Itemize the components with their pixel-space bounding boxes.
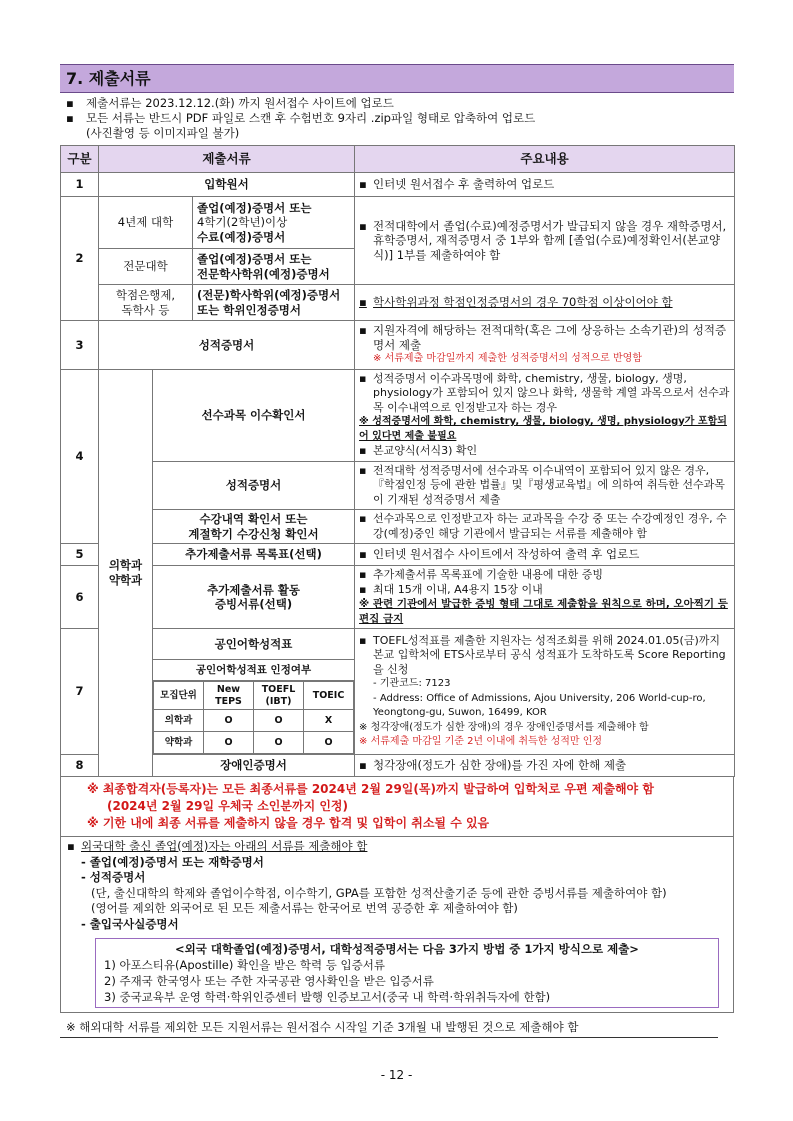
notice-and-foreign [60,777,734,1013]
table-row: 2 4년제 대학 졸업(예정)증명서 또는 4학기(2학년)이상 수료(예정)증명서 ▪ 전적대학에서 졸업(수료)예정증명서가 발급되지 않을 경우 재학증명서, 휴학증명서, 재적증명서 중 1부와 함께 [졸업(수료)예정확인서(본교양식)] 1부를 제출하여야 함 [61,197,735,249]
footnote: ※ 해외대학 서류를 제외한 모든 지원서류는 원서접수 시작일 기준 3개월 내 발행된 것으로 제출해야 함 [60,1019,718,1038]
table-row: 수강내역 확인서 또는 계절학기 수강신청 확인서 ▪ 선수과목으로 인정받고자 하는 교과목을 수강 중 또는 수강예정인 경우, 수강(예정)중인 해당 기관에서 발급되는 서류를 제출해야 함 [61,510,735,544]
table-row: 8 장애인증명서 ▪ 청각장애(정도가 심한 장애)를 가진 자에 한해 제출 [61,755,735,777]
intro-item: ▪ 제출서류는 2023.12.12.(화) 까지 원서접수 사이트에 업로드 [66,96,394,110]
table-row: 성적증명서 ▪ 전적대학 성적증명서에 선수과목 이수내역이 포함되어 있지 않은 경우,『학점인정 등에 관한 법률』및『평생교육법』에 의하여 취득한 선수과목이 기재된 성적증명서 제출 [61,461,735,510]
language-score-table: 모집단위 New TEPS TOEFL (IBT) TOEIC 의학과 O O X 약학과 O O O [153,681,354,754]
intro-list [66,96,734,141]
table-row: 7 공인어학성적표 공인어학성적표 인정여부 모집단위 New TEPS TOEFL (IBT) TOEIC 의학과 O O X 약학과 O O O ▪ TOEFL성적표를 제출한 지원자는 성적조회를 위해 2024.01.05(금)까지 본교 입학처에 ETS사로부터 공식 성적표가 도착하도록 Score Reporting을 신청 - 기관코드: 7123 - Address: Office of Admissions, Ajou University, 206 World-cup-ro, Yeongtong-gu, Suwon, 16499, KOR ※ 청각장애(정도가 심한 장애)의 경우 장애인증명서를 제출해야 함 ※ 서류제출 마감일 기준 2년 이내에 취득한 성적만 인정 [61,629,735,755]
table-row: 6 추가제출서류 활동 증빙서류(선택) ▪ 추가제출서류 목록표에 기술한 내용에 대한 증빙 ▪ 최대 15개 이내, A4용지 15장 이내 ※ 관련 기관에서 발급한 증빙 형태 그대로 제출함을 원칙으로 하며, 오아찍기 등 편집 금지 [61,566,735,629]
header-category: 구분 [61,146,99,173]
page-content [60,64,734,1038]
header-content: 주요내용 [355,146,735,173]
intro-item: ▪ 모든 서류는 반드시 PDF 파일로 스캔 후 수험번호 9자리 .zip파일 형태로 압축하여 업로드 [66,111,536,125]
documents-table [60,145,735,777]
intro-item: (사진촬영 등 이미지파일 불가) [86,126,240,140]
submission-method-box: <외국 대학졸업(예정)증명서, 대학성적증명서는 다음 3가지 방법 중 1가지 방식으로 제출> 1) 아포스티유(Apostille) 확인을 받은 학력 등 입증서류 2) 주재국 한국영사 또는 주한 자국공관 영사확인을 받은 입증서류 3) 중국교육부 운영 학력·학위인증센터 발행 인증보고서(중국 내 학력·학위취득자에 한함) [95,938,719,1008]
page-number: - 12 - [380,1068,413,1082]
table-row: 3 성적증명서 ▪ 지원자격에 해당하는 전적대학(혹은 그에 상응하는 소속기관)의 성적증명서 제출 ※ 서류제출 마감일까지 제출한 성적증명서의 성적으로 반영함 [61,321,735,370]
header-documents: 제출서류 [99,146,355,173]
section-title: 7. 제출서류 [60,64,734,93]
table-row: 1 입학원서 ▪ 인터넷 원서접수 후 출력하여 업로드 [61,173,735,197]
table-row: 4 의학과 약학과 선수과목 이수확인서 ▪ 성적증명서 이수과목명에 화학, chemistry, 생물, biology, 생명, physiology가 포함되어 있지 않으나 화학, 생물학 계열 과목으로서 선수과목 이수내역으로 인정받고자 하는 경우 ※ 성적증명서에 화학, chemistry, 생물, biology, 생명, physiology가 포함되어 있다면 제출 불필요 ▪ 본교양식(서식3) 확인 [61,369,735,461]
table-row: 5 추가제출서류 목록표(선택) ▪ 인터넷 원서접수 사이트에서 작성하여 출력 후 업로드 [61,544,735,566]
table-row: 학점은행제, 독학사 등 (전문)학사학위(예정)증명서 또는 학위인정증명서 ▪ 학사학위과정 학점인정증명서의 경우 70학점 이상이어야 함 [61,285,735,321]
group-label: 의학과 약학과 [99,369,153,777]
table-header [61,146,735,173]
final-submission-notice: ※ 최종합격자(등록자)는 모든 최종서류를 2024년 2월 29일(목)까지 발급하여 입학처로 우편 제출해야 함 (2024년 2월 29일 우체국 소인분까지 인정) ※ 기한 내에 최종 서류를 제출하지 않을 경우 합격 및 입학이 취소될 수 있음 [87,782,654,830]
table-row: 전문대학 졸업(예정)증명서 또는 전문학사학위(예정)증명서 [61,249,735,285]
foreign-degree-section: ▪ 외국대학 출신 졸업(예정)자는 아래의 서류를 제출해야 함 - 졸업(예정)증명서 또는 재학증명서 - 성적증명서 (단, 출신대학의 학제와 졸업이수학점, 이수학기, GPA를 포함한 성적산출기준 등에 관한 증빙서류를 제출하여야 함) (영어를 제외한 외국어로 된 모든 제출서류는 한국어로 번역 공증한 후 제출하여야 함) - 출입국사실증명서 <외국 대학졸업(예정)증명서, 대학성적증명서는 다음 3가지 방법 중 1가지 방식으로 제출> 1) 아포스티유(Apostille) 확인을 받은 학력 등 입증서류 2) 주재국 한국영사 또는 주한 자국공관 영사확인을 받은 입증서류 3) 중국교육부 운영 학력·학위인증센터 발행 인증보고서(중국 내 학력·학위취득자에 한함) [61,836,733,1012]
